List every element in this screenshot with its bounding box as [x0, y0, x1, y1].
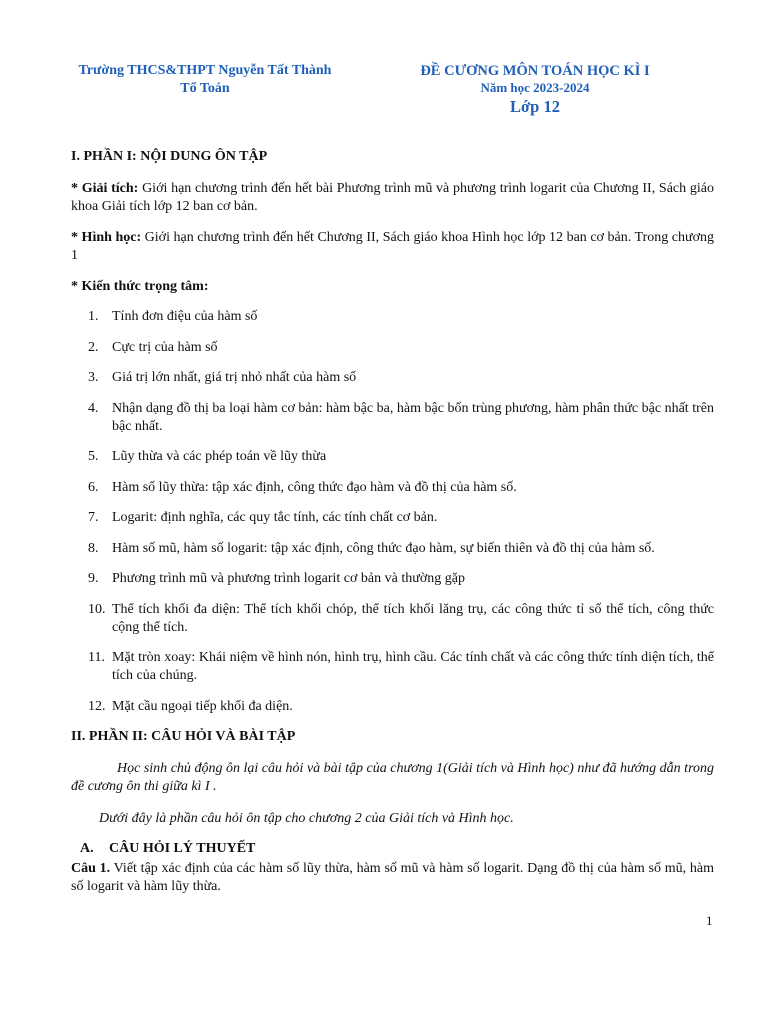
list-text: Tính đơn điệu của hàm số	[112, 309, 258, 324]
list-number: 6.	[88, 479, 99, 495]
list-item	[71, 570, 714, 588]
header-left	[40, 62, 370, 98]
list-text: Cực trị của hàm số	[112, 339, 218, 355]
geometry-paragraph	[71, 229, 714, 265]
section-title: CÂU HỎI LÝ THUYẾT	[109, 841, 256, 856]
list-item	[71, 601, 714, 637]
geometry-label: * Hình học:	[71, 230, 142, 245]
header-right	[395, 62, 675, 118]
list-number: 1.	[88, 309, 99, 324]
analysis-label: * Giải tích:	[71, 181, 139, 196]
grade-label: Lớp 12	[510, 97, 560, 116]
topic-list	[71, 308, 714, 716]
part2-intro-1: Học sinh chủ động ôn lại câu hỏi và bài tập của chương 1(Giải tích và Hình học) như đã hướng dẫn trong đề cương ôn thi giữa kì I .	[71, 761, 714, 794]
list-item	[71, 698, 714, 716]
question-1-label: Câu 1.	[71, 861, 111, 876]
list-number: 7.	[88, 510, 99, 525]
list-number: 9.	[88, 571, 99, 586]
list-number: 5.	[88, 449, 99, 464]
list-item	[71, 649, 714, 685]
part2-heading: II. PHẦN II: CÂU HỎI VÀ BÀI TẬP	[71, 729, 296, 744]
analysis-paragraph	[71, 180, 714, 216]
list-number: 10.	[88, 601, 106, 617]
page-number: 1	[706, 913, 713, 928]
list-item	[71, 509, 714, 527]
list-text: Mặt tròn xoay: Khái niệm về hình nón, hình trụ, hình cầu. Các tính chất và các công thức tính diện tích, thể tích của chúng.	[112, 650, 714, 683]
list-number: 2.	[88, 339, 99, 355]
list-item	[71, 540, 714, 558]
question-1	[71, 860, 714, 896]
department-name: Tổ Toán	[180, 81, 230, 96]
list-item	[71, 369, 714, 387]
part2-intro-2: Dưới đây là phần câu hỏi ôn tập cho chương 2 của Giải tích và Hình học.	[99, 811, 514, 826]
list-text: Hàm số lũy thừa: tập xác định, công thức đạo hàm và đồ thị của hàm số.	[112, 479, 517, 495]
list-item	[71, 479, 714, 497]
section-heading	[80, 840, 714, 858]
document-body	[71, 148, 714, 896]
list-text: Thể tích khối đa diện: Thể tích khối chóp, thể tích khối lăng trụ, các công thức tỉ số thể tích, công thức cộng thể tích.	[112, 601, 714, 635]
focus-label: * Kiến thức trọng tâm:	[71, 279, 209, 294]
section-letter: A.	[80, 841, 94, 856]
list-item	[71, 308, 714, 326]
document-title: ĐỀ CƯƠNG MÔN TOÁN HỌC KÌ I	[420, 63, 650, 79]
list-text: Logarit: định nghĩa, các quy tắc tính, các tính chất cơ bản.	[112, 510, 438, 525]
list-text: Hàm số mũ, hàm số logarit: tập xác định, công thức đạo hàm, sự biến thiên và đồ thị của hàm số.	[112, 540, 655, 556]
list-number: 8.	[88, 540, 99, 556]
school-name: Trường THCS&THPT Nguyễn Tất Thành	[78, 63, 332, 78]
analysis-text: Giới hạn chương trình đến hết bài Phương trình mũ và phương trình logarit của Chương II, Sách giáo khoa Giải tích lớp 12 ban cơ bản.	[71, 181, 714, 214]
list-number: 4.	[88, 400, 99, 416]
list-item	[71, 400, 714, 436]
list-number: 11.	[88, 650, 105, 665]
list-text: Lũy thừa và các phép toán về lũy thừa	[112, 449, 327, 464]
list-item	[71, 339, 714, 357]
list-text: Nhận dạng đồ thị ba loại hàm cơ bản: hàm bậc ba, hàm bậc bốn trùng phương, hàm phân thức bậc nhất trên bậc nhất.	[112, 400, 714, 434]
list-number: 3.	[88, 370, 99, 385]
school-year: Năm học 2023-2024	[480, 80, 590, 95]
part1-heading: I. PHẦN I: NỘI DUNG ÔN TẬP	[71, 149, 268, 164]
list-text: Giá trị lớn nhất, giá trị nhỏ nhất của hàm số	[112, 370, 357, 385]
list-number: 12.	[88, 698, 106, 714]
list-text: Mặt cầu ngoại tiếp khối đa diện.	[112, 698, 293, 714]
geometry-text: Giới hạn chương trình đến hết Chương II, Sách giáo khoa Hình học lớp 12 ban cơ bản. Trong chương 1	[71, 230, 715, 263]
question-1-text: Viết tập xác định của các hàm số lũy thừa, hàm số mũ và hàm số logarit. Dạng đồ thị của hàm số mũ, hàm số logarit và hàm lũy thừa.	[71, 861, 714, 894]
list-item	[71, 448, 714, 466]
list-text: Phương trình mũ và phương trình logarit cơ bản và thường gặp	[112, 571, 465, 586]
